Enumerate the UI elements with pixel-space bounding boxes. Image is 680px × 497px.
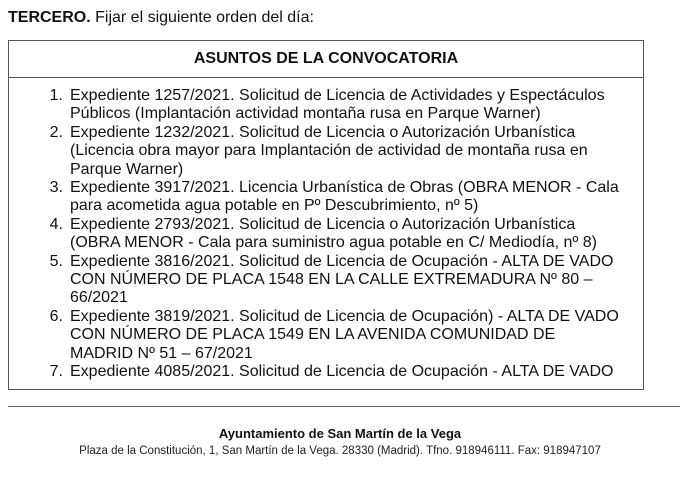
footer-organization: Ayuntamiento de San Martín de la Vega	[218, 426, 462, 441]
agenda-list	[9, 87, 643, 382]
footer-divider	[8, 406, 680, 407]
item-line: Parque Warner)	[70, 160, 184, 178]
item-line: CON NÚMERO DE PLACA 1548 EN LA CALLE EXTREMADURA Nº 80 –	[70, 271, 593, 289]
item-text	[70, 216, 636, 253]
item-line: Públicos (Implantación actividad montaña rusa en Parque Warner)	[70, 105, 541, 123]
item-line: (OBRA MENOR - Cala para suministro agua potable en C/ Mediodía, nº 8)	[70, 234, 597, 252]
footer-address: Plaza de la Constitución, 1, San Martín de la Vega. 28330 (Madrid). Tfno. 918946111. Fax: 918947107	[79, 445, 601, 457]
item-number: 7.	[49, 363, 63, 381]
item-text	[70, 179, 636, 216]
item-line: MADRID Nº 51 – 67/2021	[70, 344, 253, 362]
item-line: (Licencia obra mayor para Implantación de actividad de montaña rusa en	[70, 142, 588, 160]
intro-text: Fijar el siguiente orden del día:	[95, 9, 314, 26]
item-line: para acometida agua potable en Pº Descubrimiento, nº 5)	[70, 197, 479, 215]
list-item	[9, 179, 643, 216]
item-line: CON NÚMERO DE PLACA 1549 EN LA AVENIDA COMUNIDAD DE	[70, 326, 556, 344]
agenda-header: ASUNTOS DE LA CONVOCATORIA	[9, 41, 643, 78]
item-text	[70, 363, 636, 381]
item-line: Expediente 3816/2021. Solicitud de Licencia de Ocupación - ALTA DE VADO	[70, 252, 614, 270]
item-number: 5.	[49, 252, 63, 270]
item-line: Expediente 1257/2021. Solicitud de Licencia de Actividades y Espectáculos	[70, 87, 605, 104]
list-item	[9, 363, 643, 381]
item-line: Expediente 4085/2021. Solicitud de Licencia de Ocupación - ALTA DE VADO	[70, 363, 614, 381]
item-number: 4.	[49, 215, 63, 233]
intro-line	[8, 8, 314, 28]
intro-label: TERCERO.	[8, 9, 91, 26]
item-text	[70, 87, 636, 124]
list-item	[9, 308, 643, 363]
item-text	[70, 308, 636, 363]
list-item	[9, 253, 643, 308]
agenda-table	[8, 40, 644, 390]
item-line: Expediente 1232/2021. Solicitud de Licencia o Autorización Urbanística	[70, 123, 576, 141]
item-line: 66/2021	[70, 289, 128, 307]
item-number: 1.	[49, 87, 63, 104]
list-item	[9, 87, 643, 124]
item-number: 3.	[49, 179, 63, 197]
list-item	[9, 216, 643, 253]
list-item	[9, 124, 643, 179]
item-number: 6.	[49, 307, 63, 325]
item-text	[70, 124, 636, 179]
item-line: Expediente 3819/2021. Solicitud de Licencia de Ocupación) - ALTA DE VADO	[70, 307, 619, 325]
item-line: Expediente 2793/2021. Solicitud de Licencia o Autorización Urbanística	[70, 215, 576, 233]
item-number: 2.	[49, 123, 63, 141]
item-line: Expediente 3917/2021. Licencia Urbanística de Obras (OBRA MENOR - Cala	[70, 179, 619, 197]
item-text	[70, 253, 636, 308]
